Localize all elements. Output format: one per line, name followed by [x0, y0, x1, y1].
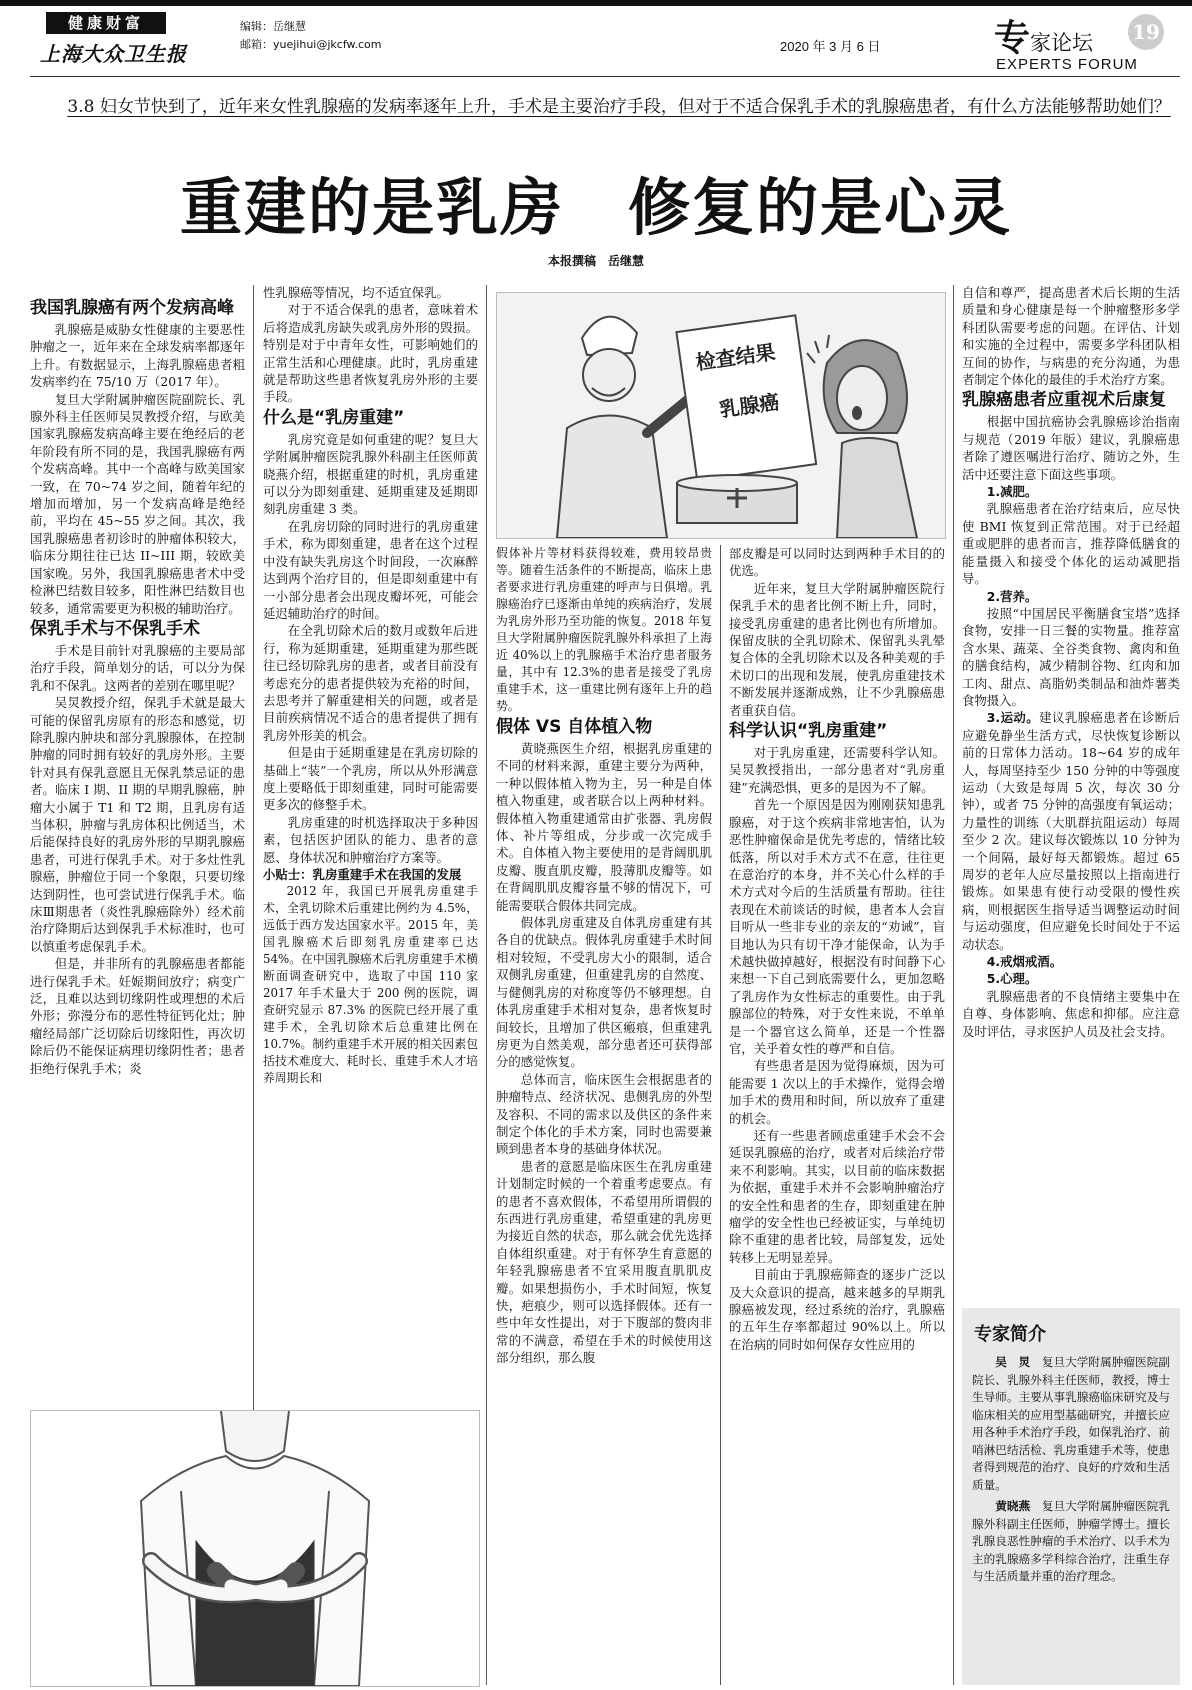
- paragraph: 目前由于乳腺癌筛查的逐步广泛以及大众意识的提高，越来越多的早期乳腺癌被发现，经过系统的治疗，乳腺癌的五年生存率都超过 90%以上。所以在治病的同时如何保存女性应用的: [729, 1267, 945, 1352]
- sign-line-2: 乳腺癌: [718, 389, 781, 422]
- paragraph: 但是由于延期重建是在乳房切除的基础上“装”一个乳房，所以从外形满意度上要略低于即刻重建，同时可能需要更多次的修整手术。: [263, 745, 478, 813]
- paragraph: 但是，并非所有的乳腺癌患者都能进行保乳手术。妊娠期间放疗；病变广泛，且难以达到切缘阴性或理想的术后外形；弥漫分布的恶性特征钙化灶；肿瘤经局部广泛切除后切缘阳性，再次切除后仍不能保证病理切缘阴性者；患者拒绝行保乳手术；炎: [30, 956, 245, 1076]
- column-5: [962, 284, 1180, 1304]
- cartoon-illustration: [496, 292, 946, 539]
- paragraph: 乳房重建的时机选择取决于多种因素，包括医护团队的能力、患者的意愿、身体状况和肿瘤治疗方案等。: [263, 814, 478, 865]
- page-number: 19: [1128, 14, 1164, 50]
- section-heading: 保乳手术与不保乳手术: [30, 618, 200, 639]
- paragraph: 近年来，复旦大学附属肿瘤医院行保乳手术的患者比例不断上升，同时，接受乳房重建的患者比例也有所增加。保留皮肤的全乳切除术、保留乳头乳晕复合体的全乳切除术以及各种美观的手术切口的出现和发展，使乳房重建技术不断发展并逐渐成熟，让不少乳腺癌患者重获自信。: [729, 580, 945, 718]
- tip-heading: 4.戒烟戒酒。: [986, 954, 1063, 970]
- paragraph: 对于乳房重建，还需要科学认知。吴炅教授指出，一部分患者对“乳房重建”充满恐惧，更多的是因为不了解。: [729, 745, 945, 795]
- paragraph: 假体乳房重建及自体乳房重建有其各自的优缺点。假体乳房重建手术时间相对较短，不受乳房大小的限制，适合双侧乳房重建，但重建乳房的自然度、与健侧乳房的对称度等仍不够理想。自体乳房重建手术相对复杂，患者恢复时间较长，且增加了供区瘢痕，但重建乳房更为自然美观，部分患者还可获得部分的感觉恢复。: [496, 915, 712, 1070]
- woman-drawing: [31, 1411, 479, 1686]
- column-4: [729, 545, 945, 1685]
- paragraph: 复旦大学附属肿瘤医院副院长、乳腺外科主任医师吴炅教授介绍，与欧美国家乳腺癌发病高峰主要在绝经后的老年阶段有所不同的是，我国乳腺癌有两个发病高峰。其中一个高峰与欧美国家一致，在 70~74 岁之间，随着年纪的增加而增加，另一个发病高峰是绝经前，平均在 45~55 岁之间。其次，我国乳腺癌患者初诊时的肿瘤体积较大，临床分期往往已达 II~III 期，较欧美国家晚。另外，我国乳腺癌患者术中受检淋巴结数目较多，阳性淋巴结数目也较多，通常需要更为积极的辅助治疗。: [30, 391, 245, 616]
- paragraph: 根据中国抗癌协会乳腺癌诊治指南与规范（2019 年版）建议，乳腺癌患者除了遵医嘱进行治疗、随访之外，生活中还要注意下面这些事项。: [962, 414, 1180, 482]
- tip-text: 2012 年，我国已开展乳房重建手术，全乳切除术后重建比例约为 4.5%，远低于西方发达国家水平。2015 年，美国乳腺癌术后即刻乳房重建率已达 54%。在中国乳腺癌术后乳房重建手术横断面调查研究中，选取了中国 110 家 2017 年手术量大于 200 例的医院，调查研究显示 87.3% 的医院已经开展了重建手术，全乳切除术后总重建比例在 10.7%。制约重建手术开展的相关因素包括技术难度大、耗时长、重建手术人才培养周期长和: [263, 884, 478, 1086]
- masthead: [0, 0, 1192, 84]
- paragraph: 对于不适合保乳的患者，意味着术后将造成乳房缺失或乳房外形的毁损。特别是对于中青年女性，可影响她们的正常生活和心理健康。此时，乳房重建就是帮助这些患者恢复乳房外形的主要手段。: [263, 302, 478, 405]
- tip-heading: 2.营养。: [986, 588, 1038, 604]
- editor-line: 编辑：岳继慧: [240, 20, 306, 33]
- issue-date: 2020 年 3 月 6 日: [780, 39, 881, 54]
- byline: 本报撰稿 岳继慧: [547, 254, 644, 268]
- paragraph: 自信和尊严，提高患者术后长期的生活质量和身心健康是每一个肿瘤整形多学科团队需要考虑的问题。在评估、计划和实施的全过程中，需要多学科团队相互间的协作，与病患的充分沟通，为患者制定个体化的最佳的手术治疗方案。: [962, 285, 1180, 388]
- column-1: [30, 290, 245, 1400]
- column-2: [263, 284, 478, 1400]
- paragraph: 在乳房切除的同时进行的乳房重建手术，称为即刻重建，患者在这个过程中没有缺失乳房这个时间段，一次麻醉达到两个治疗目的，但是即刻重建中有一小部分患者会出现皮瓣坏死，可能会延迟辅助治疗的时间。: [263, 518, 478, 621]
- paper-logo: 上海大众卫生报: [40, 42, 187, 66]
- expert-name: 黄晓燕: [995, 1499, 1031, 1513]
- paragraph: 黄晓燕医生介绍，根据乳房重建的不同的材料来源，重建主要分为两种，一种以假体植入物为主，另一种是自体植入物重建，或者联合以上两种材料。假体植入物重建通常由扩张器、乳房假体、补片等组成，分步或一次完成手术。自体植入物主要使用的是背阔肌肌皮瓣、腹直肌皮瓣，股薄肌皮瓣等。如在背阔肌肌皮瓣容量不够的情况下，可能需要联合假体共同完成。: [496, 741, 712, 913]
- paragraph: 乳腺癌患者的不良情绪主要集中在自尊、身体影响、焦虑和抑郁。应注意及时评估，寻求医护人员及社会支持。: [962, 988, 1180, 1039]
- lead-paragraph: 3.8 妇女节快到了，近年来女性乳腺癌的发病率逐年上升，手术是主要治疗手段，但对于不适合保乳手术的乳腺癌患者，有什么方法能够帮助她们？: [67, 97, 1171, 117]
- tip-heading: 3.运动。: [986, 710, 1040, 726]
- paragraph: 在全乳切除术后的数月或数年后进行，称为延期重建，延期重建为那些既往已经切除乳房的患者，或者目前没有考虑充分的患者提供较为充裕的时间，去思考并了解重建相关的问题，或者是目前疾病情况不适合的患者提供了拥有乳房外形美的机会。: [263, 623, 478, 743]
- paragraph: 部皮瓣是可以同时达到两种手术目的的优选。: [729, 546, 945, 579]
- tip-heading: 1.减肥。: [986, 484, 1038, 500]
- paragraph: 假体补片等材料获得较难，费用较昂贵等。随着生活条件的不断提高，临床上患者要求进行乳房重建的呼声与日俱增。乳腺癌治疗已逐渐由单纯的疾病治疗，发展为乳房外形乃至功能的恢复。2018 年复旦大学附属肿瘤医院乳腺外科承担了上海近 40%以上的乳腺癌手术治疗患者服务量，其中有 12.3%的患者是接受了乳房重建手术，这一重建比例有逐年上升的趋势。: [496, 546, 712, 713]
- forum-title-big: 专: [994, 18, 1031, 59]
- woman-illustration: [30, 1410, 480, 1687]
- paragraph: 按照“中国居民平衡膳食宝塔”选择食物，安排一日三餐的实物量。推荐富含水果、蔬菜、全谷类食物、禽肉和鱼的膳食结构，减少精制谷物、红肉和加工肉、甜点、高脂奶类制品和油炸薯类食物摄入。: [962, 605, 1180, 708]
- paragraph: 乳房究竟是如何重建的呢？复旦大学附属肿瘤医院乳腺外科副主任医师黄晓燕介绍，根据重建的时机，乳房重建可以分为即刻重建、延期重建及延期即刻乳房重建 3 类。: [263, 431, 478, 517]
- paragraph: 首先一个原因是因为刚刚获知患乳腺癌，对于这个疾病非常地害怕，认为恶性肿瘤保命是优先考虑的，情绪比较低落，所以对手术方式不在意，往往更在意治疗的本身，并不关心什么样的手术方式对今后的生活质量有帮助。往往表现在术前谈话的时候，患者本人会盲目听从一些非专业的亲友的“劝诫”，盲目地认为只有切干净才能保命，认为手术越快做掉越好，根据没有时间静下心来想一下自己到底需要什么，更加忽略了乳房作为女性标志的重要性。由于乳腺部位的特殊，对于女性来说，不单单是一个器官这么简单，还是一个性器官，关乎着女性的尊严和自信。: [729, 797, 945, 1056]
- paragraph: 手术是目前针对乳腺癌的主要局部治疗手段，简单划分的话，可以分为保乳和不保乳。这两者的差别在哪里呢？: [30, 642, 245, 693]
- section-heading: 我国乳腺癌有两个发病高峰: [30, 298, 234, 318]
- headline: 重建的是乳房 修复的是心灵: [179, 171, 1012, 244]
- paragraph: 患者的意愿是临床医生在乳房重建计划制定时候的一个着重考虑要点。有的患者不喜欢假体，不希望用所谓假的东西进行乳房重建，希望重建的乳房更为接近自然的状态，那么就会优先选择自体组织重建。对于有怀孕生育意愿的年轻乳腺癌患者不宜采用腹直肌肌皮瓣。如果想损伤小，手术时间短，恢复快，疤痕少，则可以选择假体。还有一些中年女性提出，对于下腹部的赘肉非常的不满意，希望在手术的时候使用这部分组织，那么腹: [496, 1158, 712, 1366]
- forum-title: [994, 10, 1093, 61]
- forum-title-en: EXPERTS FORUM: [996, 56, 1138, 73]
- paragraph: 乳腺癌患者在治疗结束后，应尽快使 BMI 恢复到正常范围。对于已经超重或肥胖的患者而言，推荐降低膳食的能量摄入和接受个体化的运动减肥指导。: [962, 501, 1180, 587]
- forum-title-rest: 家论坛: [1030, 31, 1094, 55]
- section-heading: 什么是“乳房重建”: [263, 407, 405, 428]
- tip-heading: 5.心理。: [986, 971, 1038, 987]
- column-3: [496, 545, 712, 1685]
- paragraph: 有些患者是因为觉得麻烦，因为可能需要 1 次以上的手术操作，觉得会增加手术的费用和时间，所以放弃了重建的机会。: [729, 1058, 945, 1126]
- paragraph: 性乳腺癌等情况，均不适宜保乳。: [263, 285, 449, 300]
- paragraph: 总体而言，临床医生会根据患者的肿瘤特点、经济状况、患侧乳房的外型及容积、不同的需求以及供区的条件来制定个体化的手术方案，同时也需要兼顾到患者本身的基础身体状况。: [496, 1071, 712, 1157]
- section-heading: 科学认识“乳房重建”: [729, 721, 888, 742]
- paragraph: 乳腺癌是威胁女性健康的主要恶性肿瘤之一，近年来在全球发病率都逐年上升。有数据显示，上海乳腺癌患者粗发病率约在 75/10 万（2017 年）。: [30, 322, 245, 390]
- section-label: 健康财富: [46, 12, 166, 34]
- expert-bio: 复旦大学附属肿瘤医院副院长、乳腺外科主任医师，教授，博士生导师。主要从事乳腺癌临床研究及与临床相关的应用型基础研究，并擅长应用各种手术治疗手段，如保乳治疗、前哨淋巴结活检、乳房重建手术等，使患者得到规范的治疗、良好的疗效和生活质量。: [972, 1355, 1170, 1492]
- email-line: 邮箱：yuejihui@jkcfw.com: [240, 38, 382, 51]
- paragraph: 建议乳腺癌患者在诊断后应避免静坐生活方式，尽快恢复诊断以前的日常体力活动。18~64 岁的成年人，每周坚持至少 150 分钟的中等强度运动（大致是每周 5 次，每次 30 分钟），或者 75 分钟的高强度有氧运动；力量性的训练（大肌群抗阻运动）每周至少 2 次。建议每次锻炼以 10 分钟为一个间隔，最好每天都锻炼。超过 65 周岁的老年人应尽量按照以上指南进行锻炼。如果患有使行动受限的慢性疾病，则根据医生指导适当调整运动时间与运动强度，但应避免长时间处于不运动状态。: [962, 710, 1180, 952]
- section-heading: 乳腺癌患者应重视术后康复: [962, 390, 1166, 411]
- expert-name: 吴 炅: [995, 1355, 1031, 1369]
- sign-line-1: 检查结果: [694, 339, 777, 375]
- paragraph: 吴炅教授介绍，保乳手术就是最大可能的保留乳房原有的形态和感觉，切除乳腺内肿块和部分乳腺腺体，在控制肿瘤的同时拥有较好的乳房外形。主要针对具有保乳意愿且无保乳禁忌证的患者。临床 I 期、II 期的早期乳腺癌，肿瘤大小属于 T1 和 T2 期，且乳房有适当体积，肿瘤与乳房体积比例适当，术后能保持良好的乳房外形的早期乳腺癌患者，可进行保乳手术。对于多灶性乳腺癌，肿瘤位于同一个象限，只要切缘达到阴性，也可尝试进行保乳手术。临床Ⅲ期患者（炎性乳腺癌除外）经术前治疗降期后达到保乳手术标准时，也可以慎重考虑保乳手术。: [30, 695, 245, 954]
- cartoon-drawing: [497, 293, 945, 538]
- section-heading: 假体 VS 自体植入物: [496, 717, 653, 737]
- experts-title: 专家简介: [974, 1324, 1046, 1345]
- expert-bio: 复旦大学附属肿瘤医院乳腺外科副主任医师，肿瘤学博士。擅长乳腺良恶性肿瘤的手术治疗、以手术为主的乳腺癌多学科综合治疗，注重生存与生活质量并重的治疗理念。: [972, 1499, 1170, 1583]
- paragraph: 还有一些患者顾虑重建手术会不会延误乳腺癌的治疗，或者对后续治疗带来不利影响。其实，以目前的临床数据为依据，重建手术并不会影响肿瘤治疗的安全性和患者的生存，即刻重建在肿瘤学的安全性也已经被证实，与单纯切除不重建的患者比较，局部复发，远处转移上无明显差异。: [729, 1128, 945, 1265]
- tip-title: 小贴士：乳房重建手术在我国的发展: [263, 867, 462, 882]
- experts-box: [962, 1308, 1180, 1685]
